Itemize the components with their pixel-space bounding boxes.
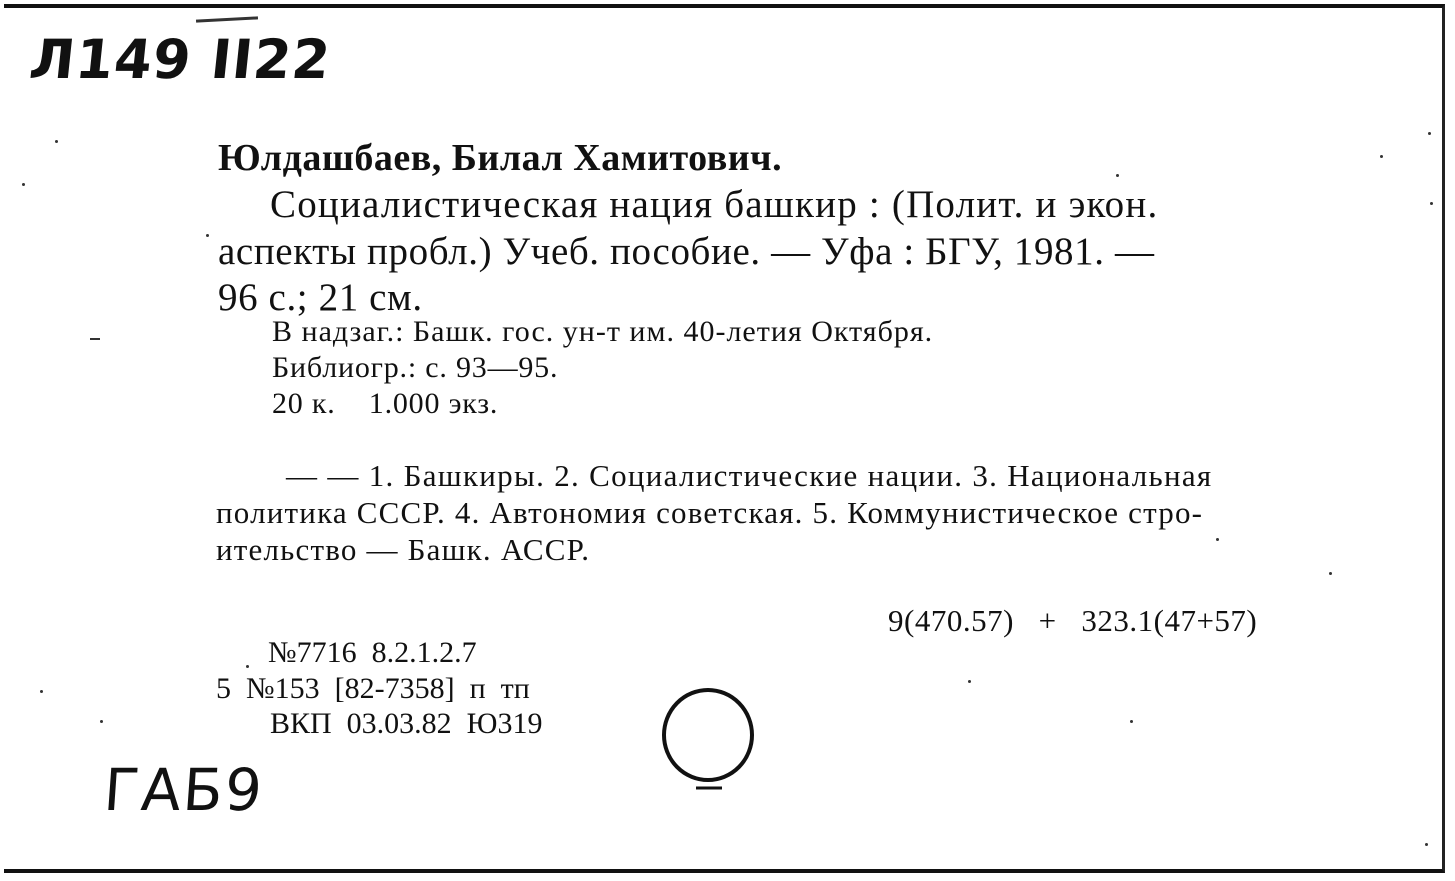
- speck: [246, 665, 249, 668]
- speck: [90, 338, 100, 340]
- speck: [22, 183, 25, 186]
- speck: [1329, 572, 1332, 575]
- note-bibliography: Библиогр.: с. 93—95.: [272, 351, 559, 384]
- imprint-line-2: 5 №153 [82-7358] п тп: [216, 672, 530, 705]
- imprint-line-3: ВКП 03.03.82 Ю319: [270, 707, 543, 740]
- note-header: В надзаг.: Башк. гос. ун-т им. 40-летия Октября.: [272, 315, 934, 348]
- classification-index: 9(470.57) + 323.1(47+57): [888, 603, 1258, 638]
- speck: [1425, 843, 1428, 846]
- speck: [1430, 202, 1433, 205]
- price-and-copies: 20 к. 1.000 экз.: [272, 387, 499, 420]
- handwritten-shelf-mark: Л149 ІІ22: [26, 28, 335, 91]
- speck: [100, 720, 103, 723]
- speck: [40, 690, 43, 693]
- title-line-3: 96 с.; 21 см.: [218, 276, 423, 319]
- speck: [206, 234, 209, 237]
- speck: [1130, 720, 1133, 723]
- speck: [1428, 132, 1431, 135]
- title-line-2: аспекты пробл.) Учеб. пособие. — Уфа : БГУ, 1981. —: [218, 230, 1155, 273]
- speck: [1116, 174, 1119, 177]
- handwritten-bottom-mark: ГАБ9: [101, 756, 267, 824]
- subjects-line-3: ительство — Башк. АССР.: [216, 532, 591, 567]
- stamp-circle: [656, 680, 766, 800]
- speck: [1380, 155, 1383, 158]
- speck: [55, 140, 58, 143]
- speck: [1216, 538, 1219, 541]
- subjects-line-2: политика СССР. 4. Автономия советская. 5. Коммунистическое стро-: [216, 495, 1204, 530]
- imprint-line-1: №7716 8.2.1.2.7: [268, 636, 477, 669]
- speck: [968, 680, 971, 683]
- subjects-line-1: — — 1. Башкиры. 2. Социалистические нации. 3. Национальная: [286, 458, 1213, 493]
- title-line-1: Социалистическая нация башкир : (Полит. и экон.: [270, 183, 1159, 226]
- author-heading: Юлдашбаев, Билал Хамитович.: [218, 137, 783, 179]
